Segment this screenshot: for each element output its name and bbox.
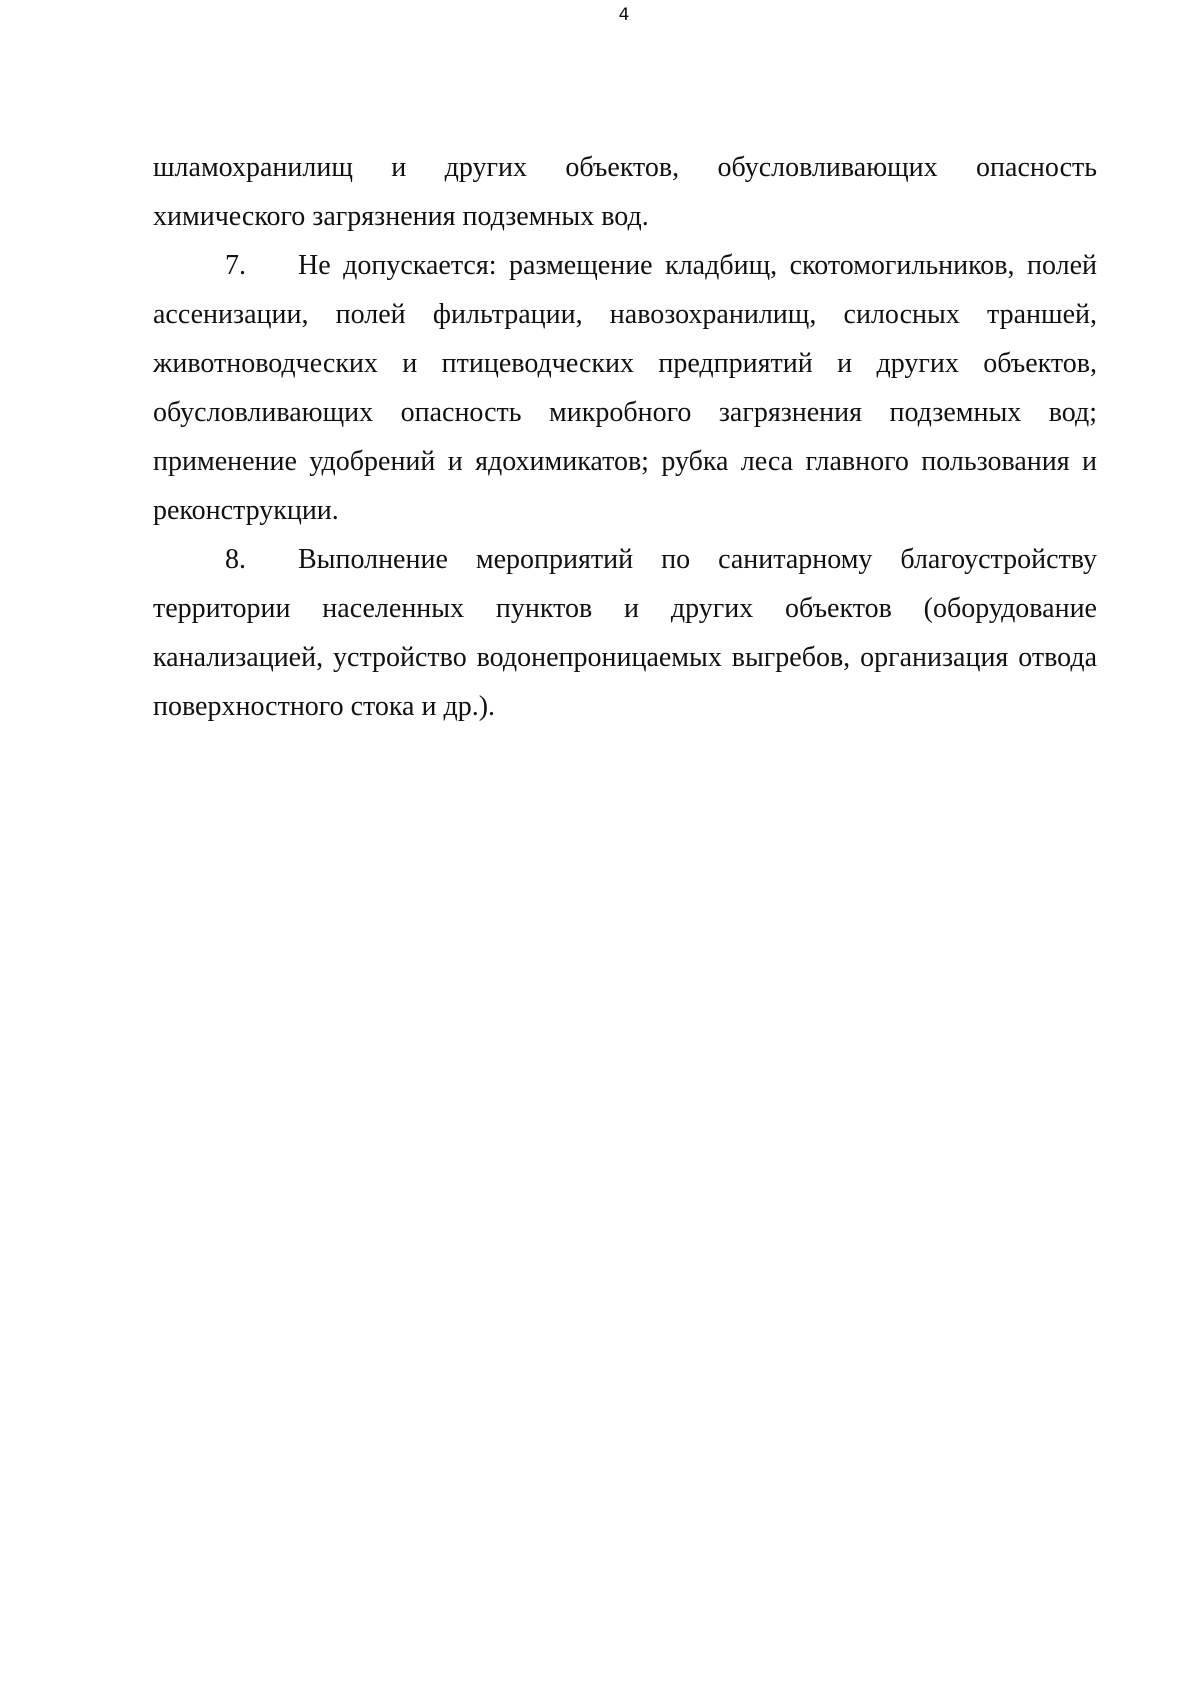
- paragraph-text: Не допускается: размещение кладбищ, скотомогильников, полей ассенизации, полей фильтрации, навозохранилищ, силосных траншей, животноводческих и птицеводческих предприятий и других объектов, обусловливающих опасность микробного загрязнения подземных вод; применение удобрений и ядохимикатов; рубка леса главного пользования и реконструкции.: [153, 250, 1097, 526]
- paragraph-text: Выполнение мероприятий по санитарному благоустройству территории населенных пунктов и других объектов (оборудование канализацией, устройство водонепроницаемых выгребов, организация отвода поверхностного стока и др.).: [153, 544, 1097, 722]
- document-body: [153, 143, 1097, 731]
- paragraph-number: 7.: [225, 250, 246, 281]
- paragraph-continuation: [153, 143, 1097, 241]
- page-number: 4: [618, 5, 630, 25]
- paragraph-item-8: [153, 535, 1097, 731]
- paragraph-item-7: [153, 241, 1097, 535]
- paragraph-text: шламохранилищ и других объектов, обусловливающих опасность химического загрязнения подземных вод.: [153, 152, 1097, 232]
- paragraph-number: 8.: [225, 544, 246, 575]
